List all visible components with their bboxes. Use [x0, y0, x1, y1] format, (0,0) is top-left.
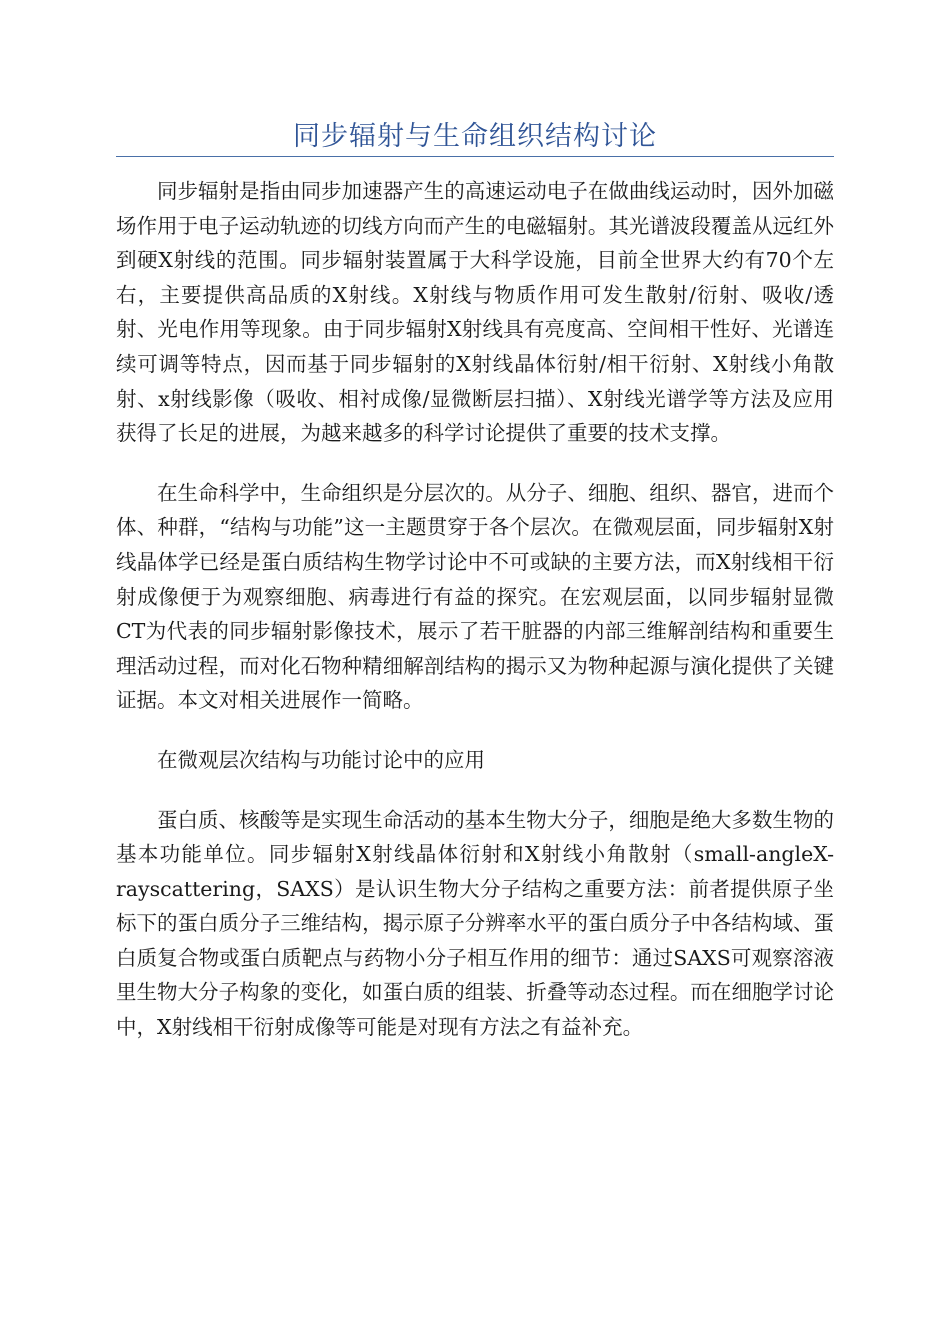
title-block [116, 112, 834, 157]
document-title: 同步辐射与生命组织结构讨论 [293, 121, 657, 152]
paragraph-intro: 同步辐射是指由同步加速器产生的高速运动电子在做曲线运动时，因外加磁场作用于电子运动轨迹的切线方向而产生的电磁辐射。其光谱波段覆盖从远红外到硬X射线的范围。同步辐射装置属于大科学设施，目前全世界大约有70个左右，主要提供高品质的X射线。X射线与物质作用可发生散射/衍射、吸收/透射、光电作用等现象。由于同步辐射X射线具有亮度高、空间相干性好、光谱连续可调等特点，因而基于同步辐射的X射线晶体衍射/相干衍射、X射线小角散射、x射线影像（吸收、相衬成像/显微断层扫描）、X射线光谱学等方法及应用获得了长足的进展，为越来越多的科学讨论提供了重要的技术支撑。 [116, 179, 834, 446]
paragraph-micro-level: 蛋白质、核酸等是实现生命活动的基本生物大分子，细胞是绝大多数生物的基本功能单位。同步辐射X射线晶体衍射和X射线小角散射（small-angleX-rayscattering，SAXS）是认识生物大分子结构之重要方法：前者提供原子坐标下的蛋白质分子三维结构，揭示原子分辨率水平的蛋白质分子中各结构域、蛋白质复合物或蛋白质靶点与药物小分子相互作用的细节：通过SAXS可观察溶液里生物大分子构象的变化，如蛋白质的组装、折叠等动态过程。而在细胞学讨论中，X射线相干衍射成像等可能是对现有方法之有益补充。 [116, 807, 834, 1040]
document-body [116, 174, 834, 1070]
section-heading: 在微观层次结构与功能讨论中的应用 [157, 747, 485, 772]
paragraph-life-science: 在生命科学中，生命组织是分层次的。从分子、细胞、组织、器官，进而个体、种群，“结构与功能”这一主题贯穿于各个层次。在微观层面，同步辐射X射线晶体学已经是蛋白质结构生物学讨论中不可或缺的主要方法，而X射线相干衍射成像便于为观察细胞、病毒进行有益的探究。在宏观层面，以同步辐射显微CT为代表的同步辐射影像技术，展示了若干脏器的内部三维解剖结构和重要生理活动过程，而对化石物种精细解剖结构的揭示又为物种起源与演化提供了关键证据。本文对相关进展作一简略。 [116, 480, 834, 713]
